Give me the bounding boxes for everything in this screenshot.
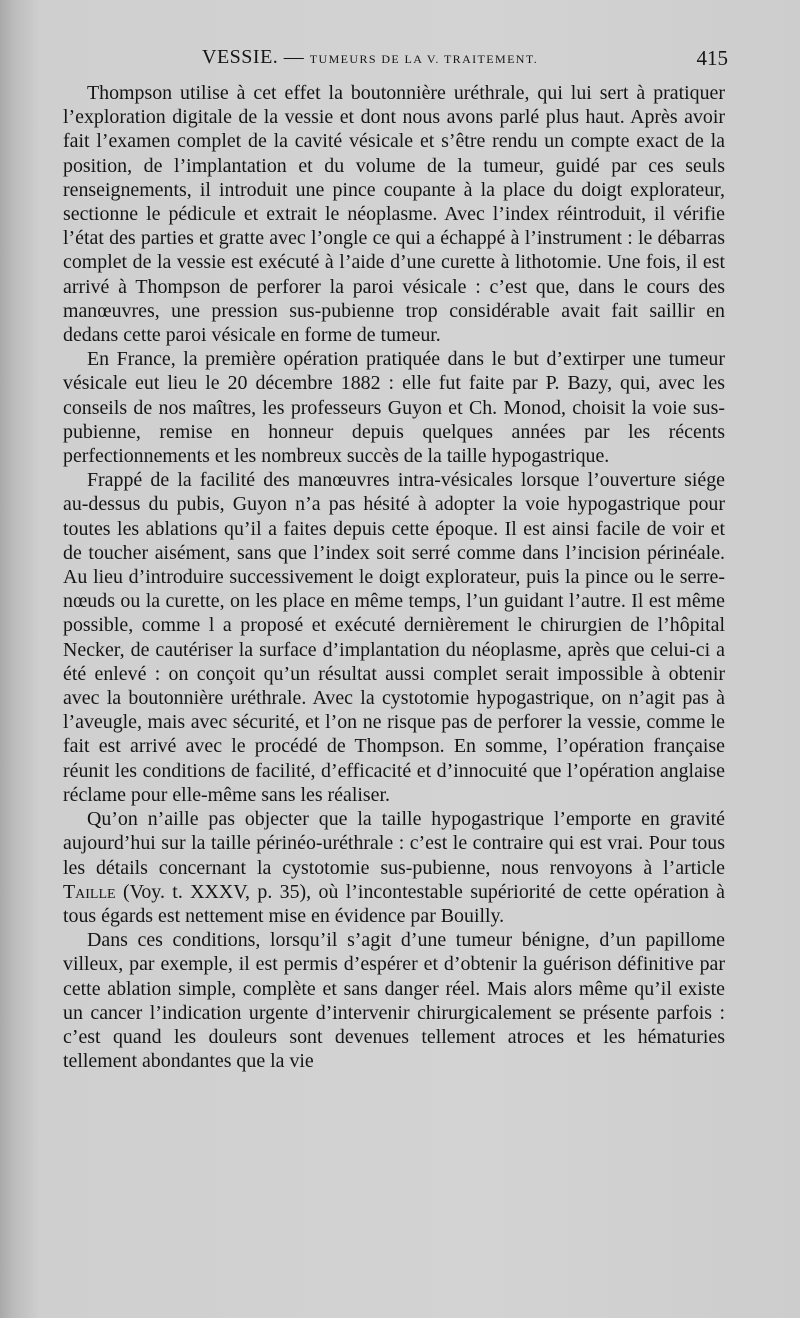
paragraph-text: (Voy. t. XXXV, p. 35), où l’incontestable supériorité de cette opération à tous égards est nettement mise en évidence par Bouilly. <box>63 880 725 927</box>
running-header <box>66 46 728 76</box>
running-title-sub: TUMEURS DE LA V. TRAITEMENT. <box>309 52 539 66</box>
paragraph: Thompson utilise à cet effet la boutonnière uréthrale, qui lui sert à pratiquer l’exploration digitale de la vessie et dont nous avons parlé plus haut. Après avoir fait l’examen complet de la cavité vésicale et s’être rendu un compte exact de la position, de l’implantation et du volume de la tumeur, guidé par ces seuls renseignements, il introduit une pince coupante à la place du doigt explorateur, sectionne le pédicule et extrait le néoplasme. Avec l’index réintroduit, il vérifie l’état des parties et gratte avec l’ongle ce qui a échappé à l’instrument : le débarras complet de la vessie est exécuté à l’aide d’une curette à lithotomie. Une fois, il est arrivé à Thompson de perforer la paroi vésicale : c’est que, dans le cours des manœuvres, une pression sus-pubienne trop considérable avait fait saillir en dedans cette paroi vésicale en forme de tumeur. <box>63 82 725 347</box>
page-number: 415 <box>696 46 728 70</box>
paragraph <box>63 807 725 928</box>
paragraph-text: Qu’on n’aille pas objecter que la taille hypogastrique l’emporte en gravité aujourd’hui sur la taille périnéo-uréthrale : c’est le contraire qui est vrai. Pour tous les détails concernant la cystotomie sus-pubienne, nous renvoyons à l’article <box>63 808 725 879</box>
paragraph: Frappé de la facilité des manœuvres intra-vésicales lorsque l’ouverture siége au-dessus du pubis, Guyon n’a pas hésité à adopter la voie hypogastrique pour toutes les ablations qu’il a faites depuis cette époque. Il est ainsi facile de voir et de toucher aisément, sans que l’index soit serré comme dans l’incision périnéale. Au lieu d’introduire successivement le doigt explorateur, puis la pince ou le serre-nœuds ou la curette, on les place en même temps, l’un guidant l’autre. Il est même possible, comme l a proposé et exécuté dernièrement le chirurgien de l’hôpital Necker, de cautériser la surface d’implantation du néoplasme, après que celui-ci a été enlevé : on conçoit qu’un résultat aussi complet serait impossible à obtenir avec la boutonnière uréthrale. Avec la cystotomie hypogastrique, on n’agit pas à l’aveugle, mais avec sécurité, et l’on ne risque pas de perforer la vessie, comme le fait est arrivé avec le procédé de Thompson. En somme, l’opération française réunit les conditions de facilité, d’efficacité et d’innocuité que l’opération anglaise réclame pour elle-même sans les réaliser. <box>63 469 725 806</box>
body-text <box>63 81 725 1073</box>
paragraph: En France, la première opération pratiquée dans le but d’extirper une tumeur vésicale eut lieu le 20 décembre 1882 : elle fut faite par P. Bazy, qui, avec les conseils de nos maîtres, les professeurs Guyon et Ch. Monod, choisit la voie sus-pubienne, remise en honneur depuis quelques années par les récents perfectionnements et les nombreux succès de la taille hypogastrique. <box>63 348 725 468</box>
article-reference: Taille <box>63 880 116 903</box>
paragraph: Dans ces conditions, lorsqu’il s’agit d’une tumeur bénigne, d’un papillome villeux, par exemple, il est permis d’espérer et d’obtenir la guérison définitive par cette ablation simple, complète et sans danger réel. Mais alors même qu’il existe un cancer l’indication urgente d’intervenir chirurgicalement se présente parfois : c’est quand les douleurs sont devenues tellement atroces et les hématuries tellement abondantes que la vie <box>63 929 725 1073</box>
running-title-main: VESSIE. <box>202 46 279 68</box>
running-title-dash: — <box>278 46 310 68</box>
running-title <box>202 46 538 69</box>
